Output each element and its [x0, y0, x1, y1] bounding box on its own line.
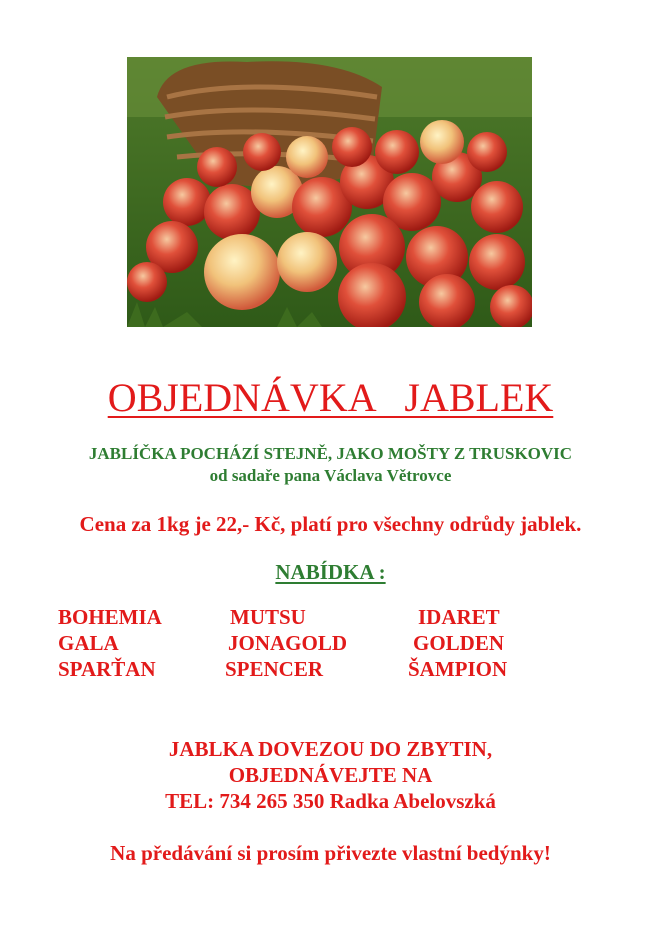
- variety-item: JONAGOLD: [228, 631, 348, 655]
- variety-item: BOHEMIA: [58, 605, 162, 629]
- variety-item: MUTSU: [230, 605, 306, 629]
- variety-item: IDARET: [418, 605, 500, 629]
- variety-item: ŠAMPION: [408, 657, 508, 681]
- variety-item: GOLDEN: [413, 631, 505, 655]
- variety-item: SPARŤAN: [58, 657, 156, 681]
- orchard-line: od sadaře pana Václava Větrovce: [209, 466, 452, 485]
- variety-item: GALA: [58, 631, 119, 655]
- crate-note: Na předávání si prosím přivezte vlastní bedýnky!: [110, 841, 551, 865]
- delivery-line-2: OBJEDNÁVEJTE NA: [228, 763, 433, 787]
- offer-heading: NABÍDKA :: [275, 560, 386, 584]
- contact-phone: TEL: 734 265 350 Radka Abelovszká: [165, 789, 496, 813]
- origin-line: JABLÍČKA POCHÁZÍ STEJNĚ, JAKO MOŠTY Z TRUSKOVIC: [88, 444, 573, 463]
- variety-item: SPENCER: [225, 657, 324, 681]
- page-title: OBJEDNÁVKA JABLEK: [107, 375, 554, 420]
- apples-photo: [127, 57, 532, 327]
- price-line: Cena za 1kg je 22,- Kč, platí pro všechny odrůdy jablek.: [79, 512, 582, 536]
- delivery-line-1: JABLKA DOVEZOU DO ZBYTIN,: [168, 737, 493, 761]
